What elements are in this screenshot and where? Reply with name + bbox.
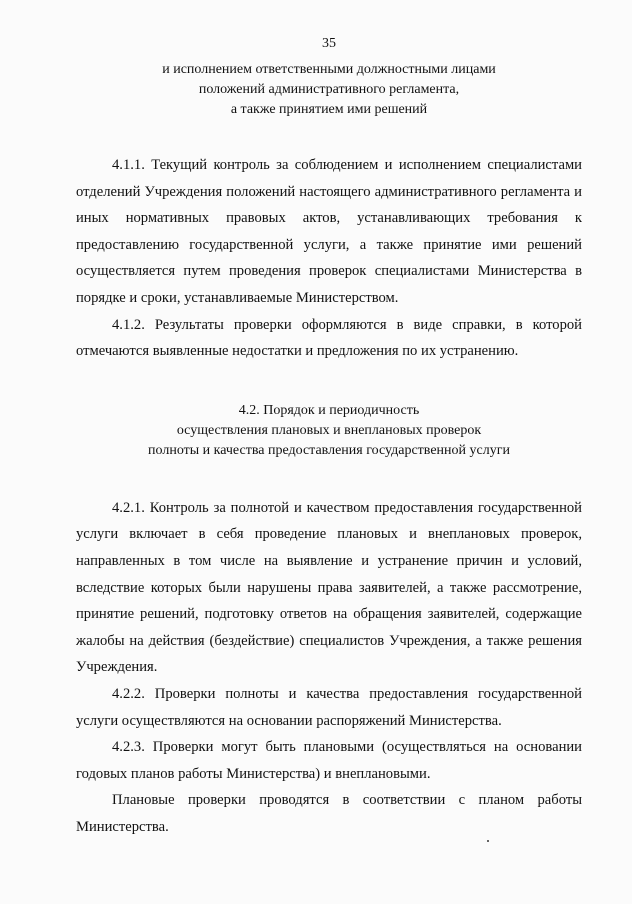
section-heading-line: полноты и качества предоставления государственной услуги — [148, 442, 510, 458]
paragraph-planned-checks: Плановые проверки проводятся в соответствии с планом работы Министерства. — [76, 792, 582, 835]
paragraph-4-2-3: 4.2.3. Проверки могут быть плановыми (осуществляться на основании годовых планов работы Министерства) и внеплановыми. — [76, 739, 582, 782]
scan-speck — [487, 840, 489, 842]
section-4-1 — [76, 152, 582, 365]
section-4-2-heading — [76, 401, 582, 461]
paragraph-4-2-1: 4.2.1. Контроль за полнотой и качеством предоставления государственной услуги включает в себя проведение плановых и внеплановых проверок, направленных в том числе на выявление и устранение причин и условий, вследствие которых были нарушены права заявителей, а также рассмотрение, принятие решений, подготовку ответов на обращения заявителей, содержащие жалобы на действия (бездействие) специалистов Учреждения, а также решения Учреждения. — [76, 499, 582, 676]
paragraph-4-1-1: 4.1.1. Текущий контроль за соблюдением и исполнением специалистами отделений Учреждения положений настоящего административного регламента и иных нормативных правовых актов, устанавливающих требования к предоставлению государственной услуги, а также принятие ими решений осуществляется путем проведения проверок специалистами Министерства в порядке и сроки, устанавливаемые Министерством. — [76, 157, 582, 306]
section-heading-line: осуществления плановых и внеплановых проверок — [176, 422, 482, 438]
section-heading-line: 4.2. Порядок и периодичность — [238, 402, 420, 418]
intro-heading — [76, 60, 582, 120]
section-4-2 — [76, 495, 582, 841]
intro-heading-line: и исполнением ответственными должностными лицами — [162, 62, 496, 77]
paragraph-4-1-2: 4.1.2. Результаты проверки оформляются в виде справки, в которой отмечаются выявленные недостатки и предложения по их устранению. — [76, 316, 582, 360]
intro-heading-line: а также принятием ими решений — [230, 102, 428, 117]
paragraph-4-2-2: 4.2.2. Проверки полноты и качества предоставления государственной услуги осуществляются на основании распоряжений Министерства. — [76, 685, 582, 729]
page-number: 35 — [322, 36, 336, 51]
intro-heading-line: положений административного регламента, — [198, 82, 460, 97]
